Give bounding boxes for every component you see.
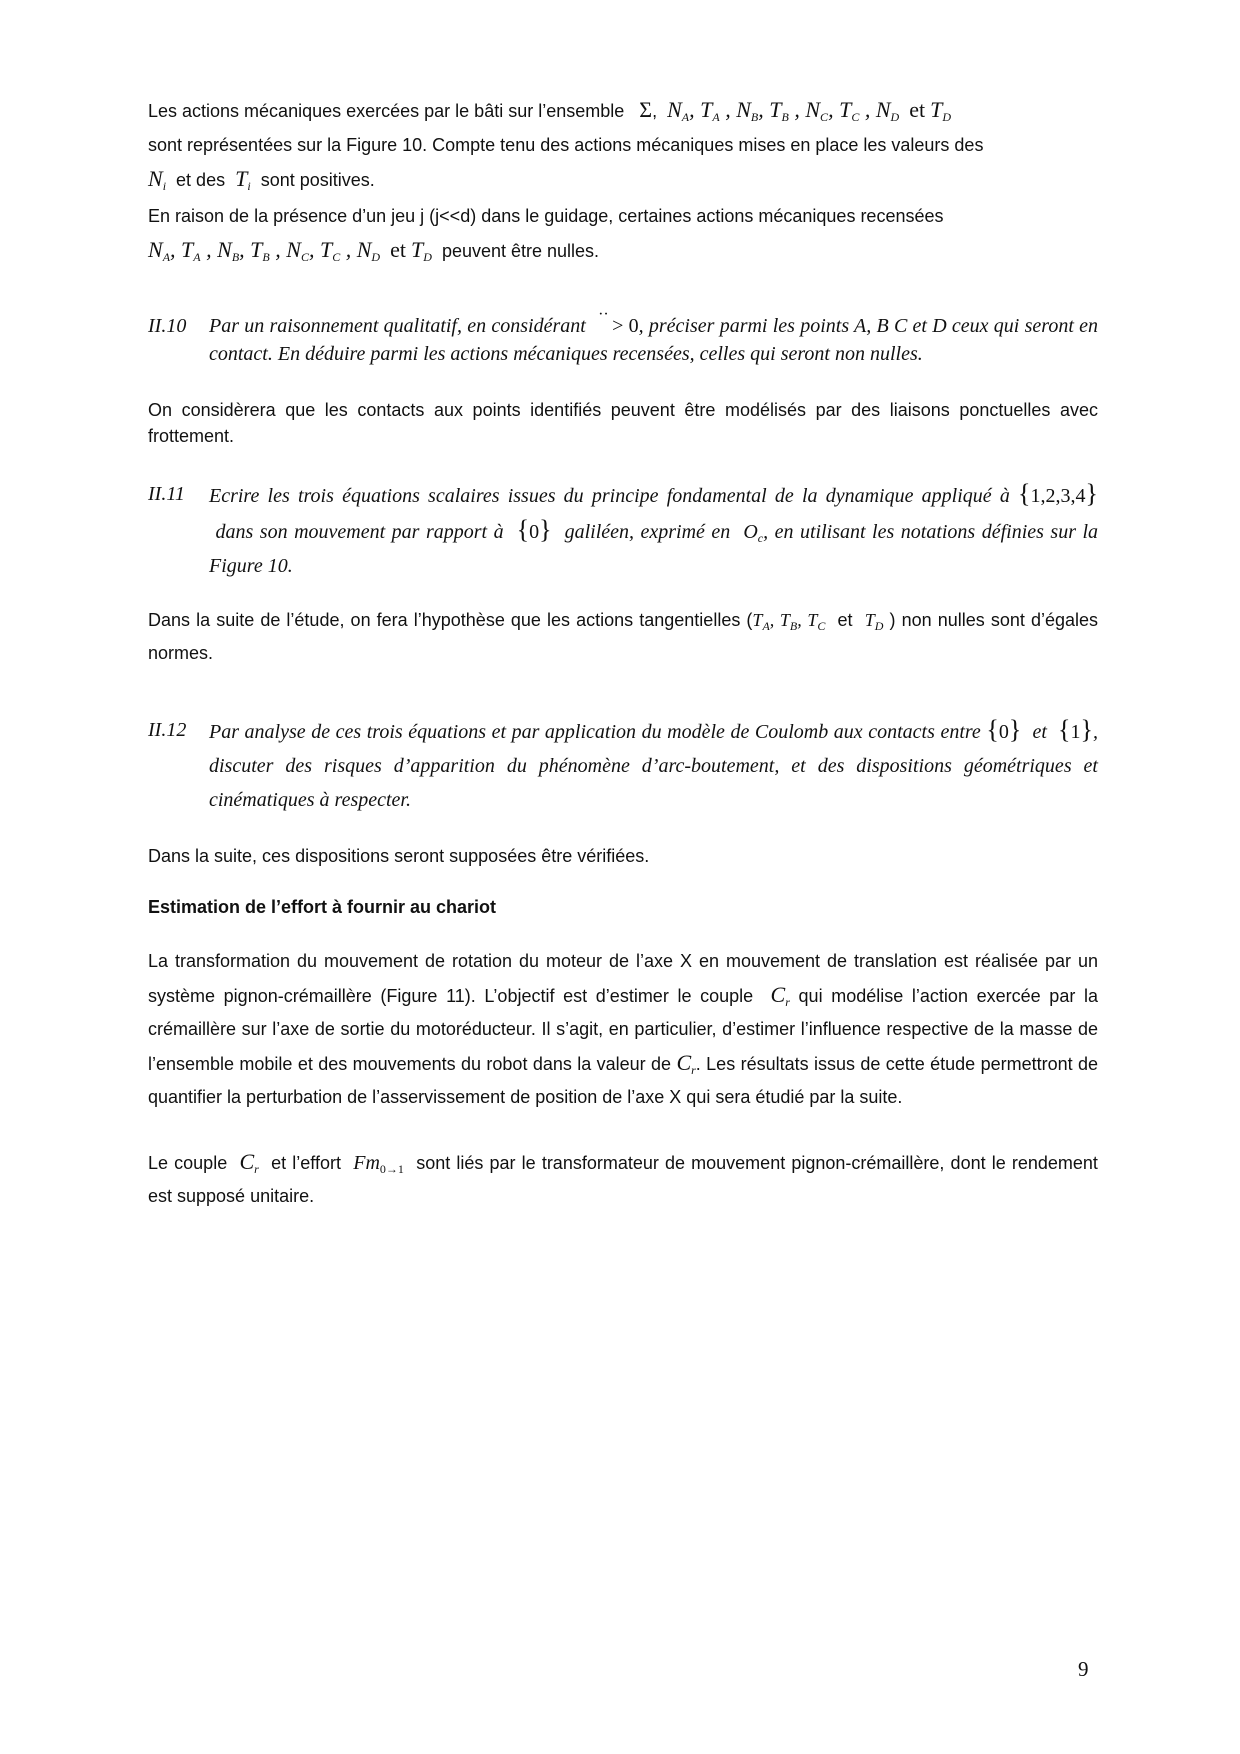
question-text: , préciser parmi les points A, B C et D ceux qui seront en contact. En déduire parmi les actions mécaniques recensées, celles qui seront non nulles. bbox=[209, 315, 1099, 365]
question-text: , en utilisant les notations définies sur la Figure 10. bbox=[209, 521, 1099, 577]
paragraph-actions: Les actions mécaniques exercées par le bâti sur l’ensemble Σ, $N_A$, $T_A$ , $N_B$, $T_B$ , $N_C$, $T_C$ , $N_D$ et $T_D$ sont représentées sur la Figure 10. Compte tenu des actions mécaniques mises en place les valeurs des $N_i$ et des $T_i$ sont positives. bbox=[148, 93, 1098, 200]
question-ii-11 bbox=[148, 477, 1098, 583]
symbol-ni: $N_i$ bbox=[148, 166, 167, 193]
question-number: II.10 bbox=[148, 315, 187, 337]
forces-list: $N_A$, $T_A$ , $N_B$, $T_B$ , $N_C$, $T_C$ , $N_D$ bbox=[667, 97, 900, 124]
et-word: et bbox=[390, 237, 406, 262]
et-word: et bbox=[1032, 721, 1047, 743]
double-dot-accent: ·· bbox=[598, 306, 609, 323]
question-text: Ecrire les trois équations scalaires issues du principe fondamental de la dynamique appliqué à bbox=[209, 485, 1010, 507]
paragraph-hypothese bbox=[148, 604, 1098, 670]
text: sont positives. bbox=[260, 170, 375, 190]
set-0: {0} bbox=[986, 715, 1022, 744]
paragraph-contacts: On considèrera que les contacts aux points identifiés peuvent être modélisés par des liaisons ponctuelles avec frottement. bbox=[148, 400, 1098, 446]
question-text: galiléen, exprimé en bbox=[564, 521, 731, 543]
text: En raison de la présence d’un jeu j (j<<d) dans le guidage, certaines actions mécaniques recensées bbox=[148, 206, 944, 226]
couple-cr: $C_r$ bbox=[676, 1050, 696, 1077]
question-ii-12 bbox=[148, 713, 1098, 817]
paragraph-couple-effort bbox=[148, 1145, 1098, 1213]
set-1: {1} bbox=[1058, 715, 1094, 744]
text: Dans la suite de l’étude, on fera l’hypothèse que les actions tangentielles ( bbox=[148, 610, 753, 630]
question-number: II.12 bbox=[148, 719, 187, 741]
force-td: $T_D$ bbox=[864, 610, 884, 633]
forces-list: $N_A$, $T_A$ , $N_B$, $T_B$ , $N_C$, $T_C$ , $N_D$ bbox=[148, 237, 381, 264]
text: peuvent être nulles. bbox=[441, 241, 600, 261]
inequality: ·· > 0 bbox=[612, 315, 639, 337]
question-text: Par un raisonnement qualitatif, en considérant bbox=[209, 315, 586, 337]
question-text: , discuter des risques d’apparition du phénomène d’arc-boutement, et des dispositions géométriques et cinématiques à respecter. bbox=[209, 721, 1099, 811]
question-number: II.11 bbox=[148, 483, 185, 505]
text: ) non nulles sont d’égales normes. bbox=[148, 610, 1099, 663]
text: et des bbox=[176, 170, 226, 190]
point-oc: $O_c$ bbox=[743, 521, 764, 545]
section-title: Estimation de l’effort à fournir au chariot bbox=[148, 897, 497, 917]
text: et l’effort bbox=[271, 1153, 341, 1173]
set-1234: {1,2,3,4} bbox=[1018, 479, 1099, 508]
page-number: 9 bbox=[1078, 1657, 1089, 1681]
question-ii-10 bbox=[148, 306, 1099, 368]
couple-cr: $C_r$ bbox=[770, 982, 790, 1009]
text: qui modélise l’action exercée par la crémaillère sur l’axe de sortie du motoréducteur. Il s’agit, en particulier, d’estimer l’influence respective de la masse de l’ensemble mobile et des mouvements du robot dans la valeur de bbox=[148, 986, 1098, 1074]
et-word: et bbox=[909, 97, 926, 122]
question-text: dans son mouvement par rapport à bbox=[215, 521, 504, 543]
paragraph-transformation bbox=[148, 945, 1098, 1114]
text: sont représentées sur la Figure 10. Compte tenu des actions mécaniques mises en place les valeurs des bbox=[148, 135, 984, 155]
et-word: et bbox=[837, 610, 853, 630]
text: Les actions mécaniques exercées par le bâti sur l’ensemble bbox=[148, 101, 625, 121]
set-0: {0} bbox=[516, 515, 552, 544]
paragraph-dispositions: Dans la suite, ces dispositions seront supposées être vérifiées. bbox=[148, 846, 650, 866]
force-td: $T_D$ bbox=[930, 97, 952, 124]
text: La transformation du mouvement de rotation du moteur de l’axe X en mouvement de translation est réalisée par un système pignon-crémaillère (Figure 11). L’objectif est d’estimer le couple bbox=[148, 951, 1098, 1006]
couple-cr: $C_r$ bbox=[239, 1149, 259, 1176]
paragraph-jeu bbox=[148, 200, 1098, 269]
force-td: $T_D$ bbox=[411, 237, 432, 264]
text: sont liés par le transformateur de mouvement pignon-crémaillère, dont le rendement est supposé unitaire. bbox=[148, 1153, 1098, 1206]
question-text: Par analyse de ces trois équations et par application du modèle de Coulomb aux contacts entre bbox=[209, 721, 981, 743]
sigma-symbol: Σ bbox=[639, 97, 653, 122]
text: . Les résultats issus de cette étude permettront de quantifier la perturbation de l’asservissement de position de l’axe X qui sera étudié par la suite. bbox=[148, 1054, 1099, 1107]
effort-fm: $Fm_{0\to 1}$ bbox=[353, 1152, 404, 1176]
text: Le couple bbox=[148, 1153, 228, 1173]
symbol-ti: $T_i$ bbox=[235, 166, 251, 193]
tangential-list: $T_A$, $T_B$, $T_C$ bbox=[752, 610, 826, 633]
